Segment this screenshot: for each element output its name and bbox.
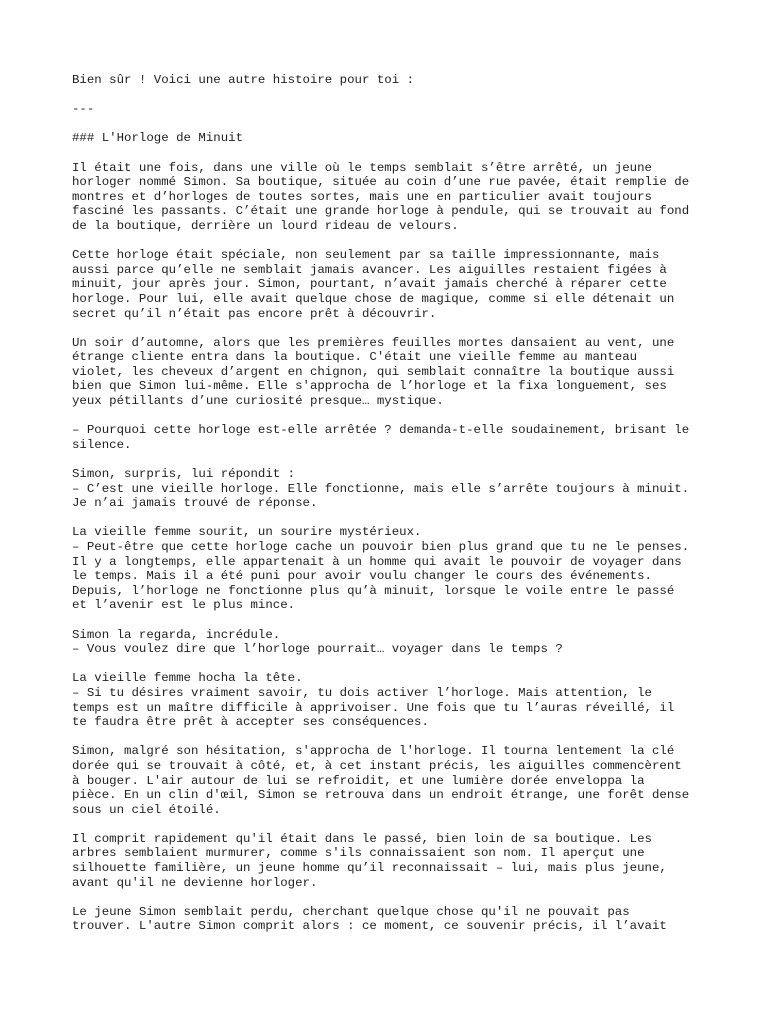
paragraph: Simon, malgré son hésitation, s'approcha de l'horloge. Il tourna lentement la clé dorée qui se trouvait à côté, et, à cet instant précis, les aiguilles commencèrent à bouger. L'air autour de lui se refroidit, et une lumière dorée enveloppa la pièce. En un clin d'œil, Simon se retrouva dans un endroit étrange, une forêt dense sous un ciel étoilé.: [72, 744, 690, 817]
story-title: ### L'Horloge de Minuit: [72, 131, 244, 146]
paragraph: Le jeune Simon semblait perdu, cherchant quelque chose qu'il ne pouvait pas trouver. L'autre Simon comprit alors : ce moment, ce souvenir précis, il l’avait: [72, 904, 667, 934]
dialogue-paragraph: – Pourquoi cette horloge est-elle arrêtée ? demanda-t-elle soudainement, brisant le silence.: [72, 423, 690, 452]
paragraph: Un soir d’automne, alors que les premières feuilles mortes dansaient au vent, une étrange cliente entra dans la boutique. C'était une vieille femme au manteau violet, les cheveux d’argent en chignon, qui semblait connaître la boutique aussi bien que Simon lui-même. Elle s'approcha de l’horloge et la fixa longuement, ses yeux pétillants d’une curiosité presque… mystique.: [72, 335, 675, 409]
separator-line: ---: [72, 102, 95, 117]
paragraph: Il était une fois, dans une ville où le temps semblait s’être arrêté, un jeune horloger nommé Simon. Sa boutique, située au coin d’une rue pavée, était remplie de montres et d’horloges de toutes sortes, mais une en particulier avait toujours fasciné les passants. C’était une grande horloge à pendule, qui se trouvait au fond de la boutique, derrière un lourd rideau de velours.: [72, 160, 690, 233]
dialogue-paragraph: Simon, surpris, lui répondit : – C’est une vieille horloge. Elle fonctionne, mais elle s’arrête toujours à minuit. Je n’ai jamais trouvé de réponse.: [72, 467, 690, 511]
intro-line: Bien sûr ! Voici une autre histoire pour toi :: [72, 73, 415, 87]
document-body: [72, 73, 712, 949]
dialogue-paragraph: La vieille femme sourit, un sourire mystérieux. – Peut-être que cette horloge cache un pouvoir bien plus grand que tu ne le penses. Il y a longtemps, elle appartenait à un homme qui avait le pouvoir de voyager dans le temps. Mais il a été puni pour avoir voulu changer le cours des événements. Depuis, l’horloge ne fonctionne plus qu’à minuit, lorsque le voile entre le passé et l’avenir est le plus mince.: [72, 525, 690, 613]
paragraph: Cette horloge était spéciale, non seulement par sa taille impressionnante, mais aussi parce qu’elle ne semblait jamais avancer. Les aiguilles restaient figées à minuit, jour après jour. Simon, pourtant, n’avait jamais cherché à réparer cette horloge. Pour lui, elle avait quelque chose de magique, comme si elle détenait un secret qu’il n’était pas encore prêt à découvrir.: [72, 248, 675, 321]
paragraph: Il comprit rapidement qu'il était dans le passé, bien loin de sa boutique. Les arbres semblaient murmurer, comme s'ils connaissaient son nom. Il aperçut une silhouette familière, un jeune homme qu’il reconnaissait – lui, mais plus jeune, avant qu'il ne devienne horloger.: [72, 831, 667, 890]
dialogue-paragraph: Simon la regarda, incrédule. – Vous voulez dire que l’horloge pourrait… voyager dans le temps ?: [72, 627, 563, 657]
dialogue-paragraph: La vieille femme hocha la tête. – Si tu désires vraiment savoir, tu dois activer l’horloge. Mais attention, le temps est un maître difficile à apprivoiser. Une fois que tu l’auras réveillé, il te faudra être prêt à accepter ses conséquences.: [72, 671, 675, 730]
